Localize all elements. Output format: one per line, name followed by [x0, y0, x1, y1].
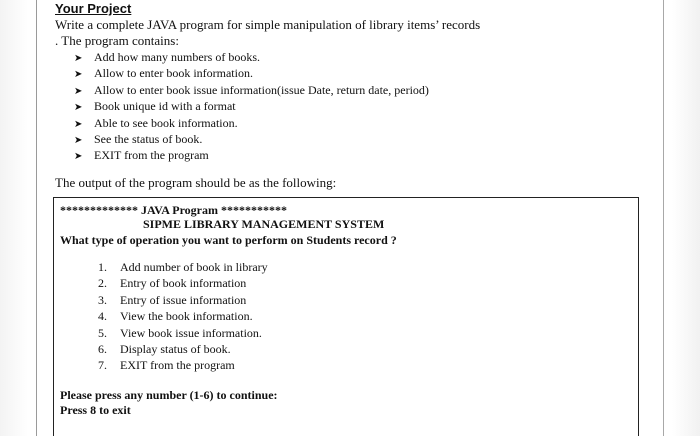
arrow-bullet-icon: ➤: [74, 85, 83, 97]
menu-list: [98, 259, 268, 374]
feature-item: [74, 49, 429, 65]
feature-text: Book unique id with a format: [94, 99, 236, 114]
menu-number: 3.: [98, 292, 107, 307]
menu-item: [98, 275, 268, 291]
feature-item: [74, 131, 429, 147]
menu-item: [98, 357, 268, 373]
left-margin-rule: [36, 0, 37, 436]
arrow-bullet-icon: ➤: [74, 134, 83, 146]
console-output-box: [53, 197, 639, 436]
menu-label: Entry of book information: [120, 276, 247, 291]
arrow-bullet-icon: ➤: [74, 151, 83, 163]
feature-text: Able to see book information.: [94, 115, 238, 130]
menu-label: View the book information.: [120, 309, 253, 324]
arrow-bullet-icon: ➤: [74, 102, 83, 114]
menu-number: 7.: [98, 358, 107, 373]
feature-list: [74, 49, 429, 164]
feature-text: EXIT from the program: [94, 148, 209, 163]
feature-item: [74, 98, 429, 114]
menu-label: Entry of issue information: [120, 292, 247, 307]
menu-number: 2.: [98, 276, 107, 291]
project-heading: Your Project: [55, 1, 132, 16]
menu-number: 1.: [98, 260, 107, 274]
menu-number: 4.: [98, 309, 107, 324]
feature-text: See the status of book.: [94, 131, 203, 146]
menu-label: Add number of book in library: [120, 260, 268, 274]
menu-item: [98, 308, 268, 324]
feature-item: [74, 115, 429, 131]
press-exit-prompt: Press 8 to exit: [60, 403, 131, 417]
system-title: SIPME LIBRARY MANAGEMENT SYSTEM: [143, 217, 385, 231]
menu-label: EXIT from the program: [120, 358, 235, 373]
menu-label: Display status of book.: [120, 341, 231, 356]
console-banner: ************* JAVA Program ***********: [60, 203, 288, 217]
intro-line-2: . The program contains:: [55, 33, 179, 48]
intro-line-1: Write a complete JAVA program for simple manipulation of library items’ records: [55, 17, 481, 32]
output-intro: The output of the program should be as the following:: [55, 175, 337, 190]
feature-text: Allow to enter book information.: [94, 66, 253, 81]
arrow-bullet-icon: ➤: [74, 53, 83, 64]
arrow-bullet-icon: ➤: [74, 69, 83, 81]
feature-item: [74, 65, 429, 81]
arrow-bullet-icon: ➤: [74, 118, 83, 130]
menu-item: [98, 292, 268, 308]
menu-item: [98, 341, 268, 357]
menu-item: [98, 325, 268, 341]
press-continue-prompt: Please press any number (1-6) to continue:: [60, 388, 278, 402]
feature-text: Allow to enter book issue information(issue Date, return date, period): [94, 82, 429, 97]
menu-item: [98, 259, 268, 275]
feature-text: Add how many numbers of books.: [94, 50, 260, 64]
menu-number: 6.: [98, 341, 107, 356]
feature-item: [74, 147, 429, 163]
operation-question: What type of operation you want to perform on Students record ?: [60, 233, 397, 247]
menu-number: 5.: [98, 325, 107, 340]
right-margin-rule: [663, 0, 664, 436]
menu-label: View book issue information.: [120, 325, 262, 340]
feature-item: [74, 82, 429, 98]
